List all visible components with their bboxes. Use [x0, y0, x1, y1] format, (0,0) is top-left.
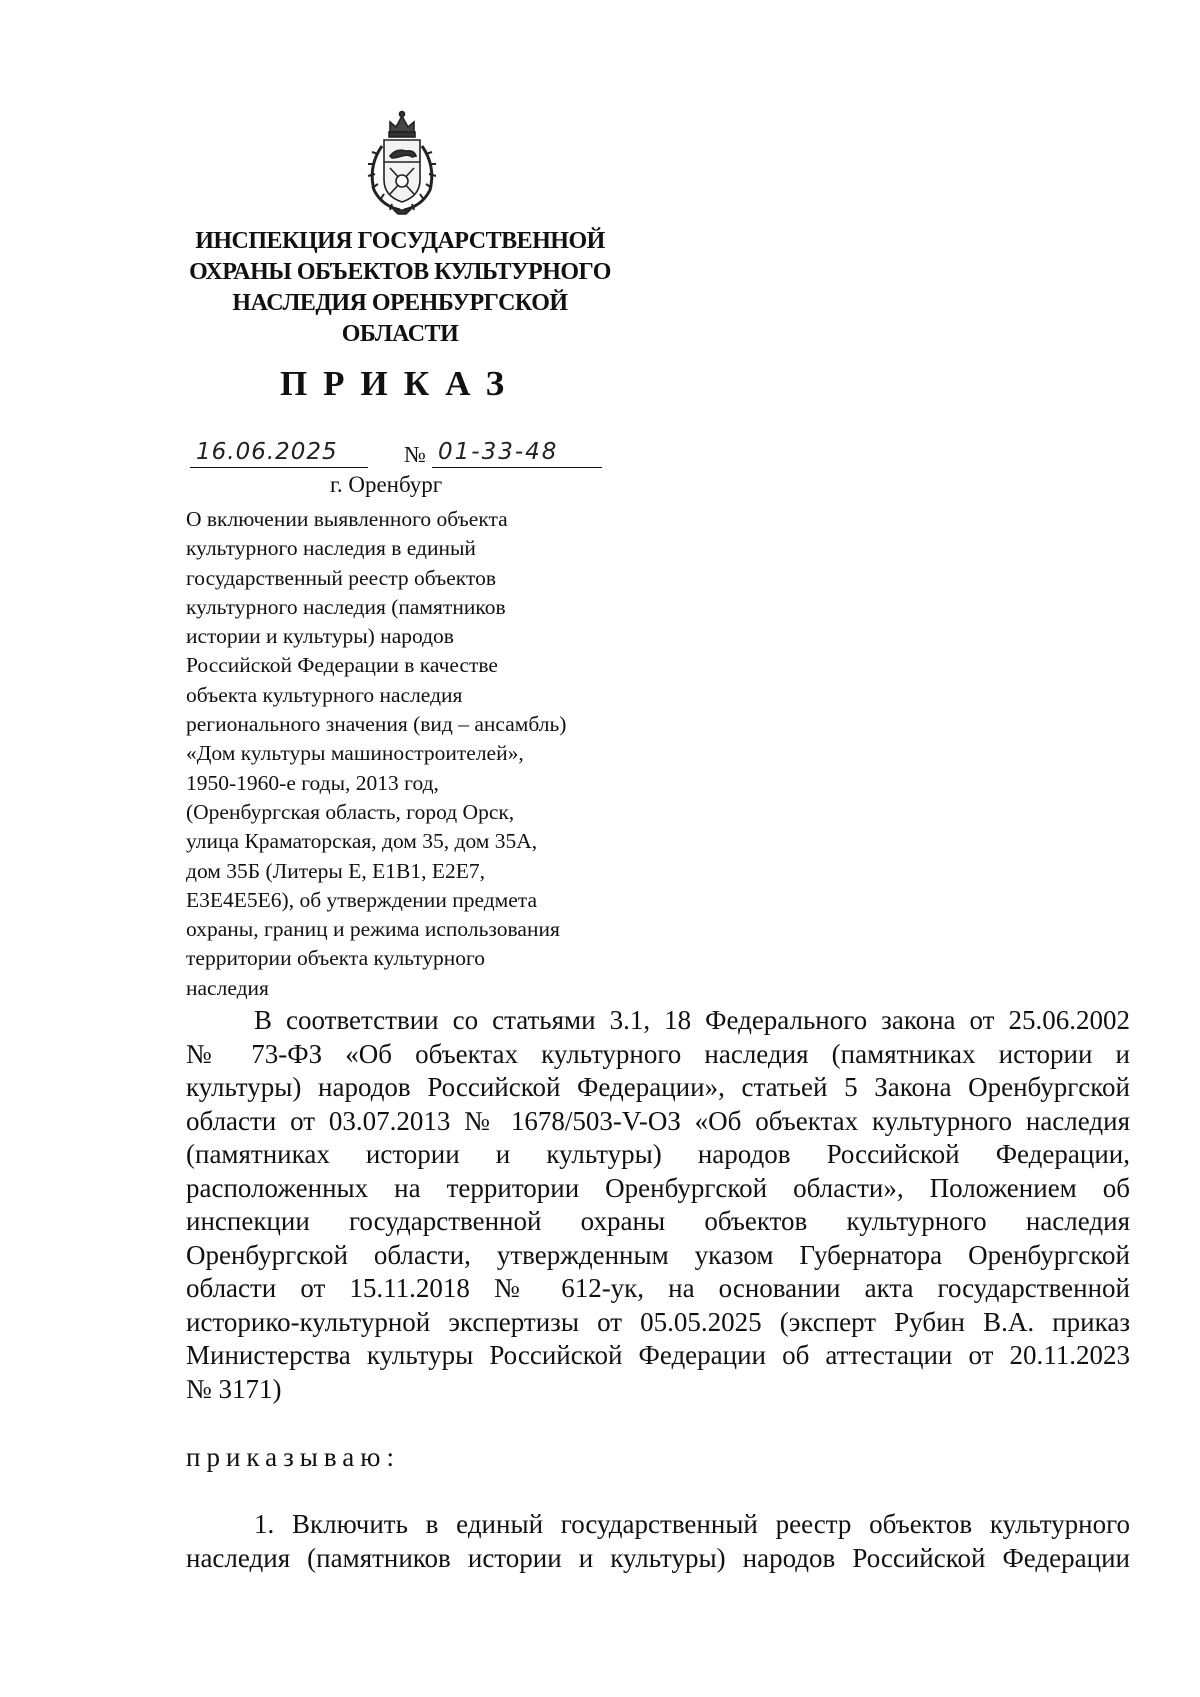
organization-name-line: ИНСПЕКЦИЯ ГОСУДАРСТВЕННОЙ — [195, 228, 605, 254]
preamble-line: № 73-ФЗ «Об объектах культурного наследия (памятниках истории и — [186, 1038, 1130, 1069]
preamble-line: историко-культурной экспертизы от 05.05.2025 (эксперт Рубин В.А. приказ — [186, 1306, 1130, 1337]
order-date: 16.06.2025 — [190, 436, 368, 468]
preamble-line: (памятниках истории и культуры) народов Российской Федерации, — [186, 1139, 1130, 1169]
subject-line: улица Краматорская, дом 35, дом 35А, — [186, 829, 538, 854]
operative-word: приказываю: — [186, 1442, 400, 1472]
preamble-line: культуры) народов Российской Федерации», статьей 5 Закона Оренбургской — [186, 1072, 1130, 1102]
subject-line: регионального значения (вид – ансамбль) — [186, 712, 567, 737]
issue-city: г. Оренбург — [330, 472, 443, 497]
preamble-line: области от 15.11.2018 № 612-ук, на основании акта государственной — [186, 1273, 1130, 1303]
order-number: 01-33-48 — [432, 436, 602, 468]
organization-name-line: ОХРАНЫ ОБЪЕКТОВ КУЛЬТУРНОГО — [189, 259, 611, 285]
subject-line: культурного наследия (памятников — [186, 594, 506, 619]
preamble-line: расположенных на территории Оренбургской области», Положением об — [186, 1172, 1130, 1203]
subject-line: охраны, границ и режима использования — [186, 917, 560, 942]
subject-line: дом 35Б (Литеры Е, Е1В1, Е2Е7, — [186, 858, 485, 883]
subject-line: истории и культуры) народов — [186, 624, 454, 649]
document-type-title: ПРИКАЗ — [279, 364, 521, 403]
preamble-paragraph — [186, 1004, 1130, 1406]
organization-name — [160, 226, 640, 350]
order-item-1 — [186, 1508, 1130, 1575]
item-line: 1. Включить в единый государственный реестр объектов культурного — [254, 1509, 1130, 1539]
subject-line: государственный реестр объектов — [186, 565, 496, 590]
subject-line: Российской Федерации в качестве — [186, 653, 498, 678]
preamble-line: Министерства культуры Российской Федерации об аттестации от 20.11.2023 — [186, 1340, 1130, 1370]
subject-line: наследия — [186, 975, 269, 1000]
subject-line: (Оренбургская область, город Орск, — [186, 799, 515, 824]
subject-line: 1950-1960-е годы, 2013 год, — [186, 770, 439, 795]
organization-name-line: НАСЛЕДИЯ ОРЕНБУРГСКОЙ — [232, 290, 568, 316]
preamble-line: № 3171) — [186, 1373, 282, 1404]
order-number-label: № — [404, 442, 426, 467]
coat-of-arms-icon — [360, 110, 444, 216]
preamble-line: В соответствии со статьями 3.1, 18 Федерального закона от 25.06.2002 — [254, 1005, 1130, 1035]
subject-line: объекта культурного наследия — [186, 682, 463, 707]
subject-line: территории объекта культурного — [186, 946, 486, 971]
order-subject — [186, 505, 626, 1003]
preamble-line: области от 03.07.2013 № 1678/503-V-ОЗ «Об объектах культурного наследия — [186, 1105, 1130, 1136]
preamble-line: Оренбургской области, утвержденным указом Губернатора Оренбургской — [186, 1239, 1130, 1270]
subject-line: «Дом культуры машиностроителей», — [186, 741, 524, 766]
subject-line: культурного наследия в единый — [186, 536, 476, 561]
item-line: наследия (памятников истории и культуры) народов Российской Федерации — [186, 1542, 1130, 1573]
preamble-line: инспекции государственной охраны объектов культурного наследия — [186, 1206, 1130, 1236]
organization-name-line: ОБЛАСТИ — [341, 321, 459, 347]
subject-line: Е3Е4Е5Е6), об утверждении предмета — [186, 887, 538, 912]
subject-line: О включении выявленного объекта — [186, 507, 508, 531]
